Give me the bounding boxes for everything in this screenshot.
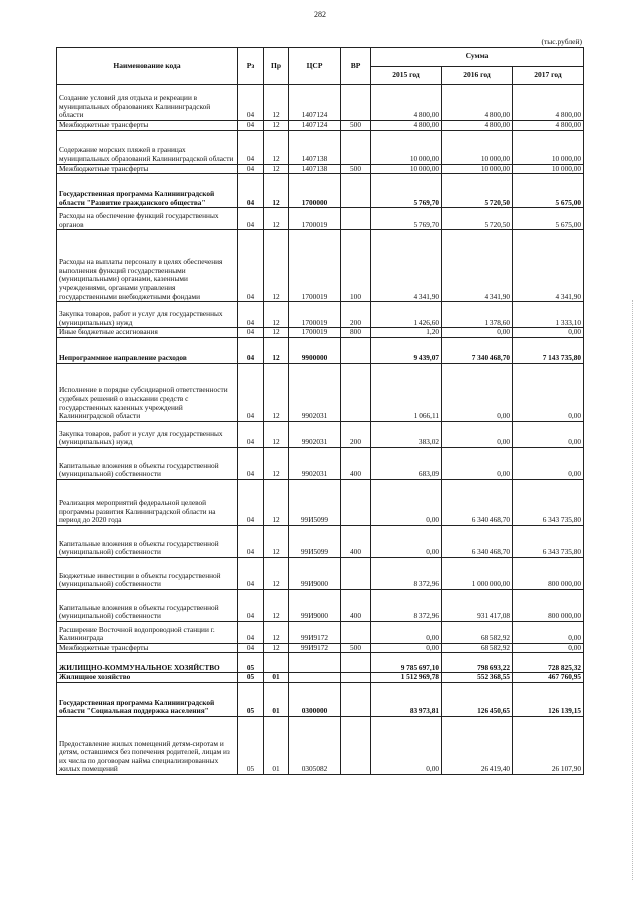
row-rz: 04 [238, 525, 264, 557]
row-2015: 9 785 697,10 [371, 653, 442, 673]
row-rz: 04 [238, 130, 264, 164]
table-row [57, 716, 584, 774]
row-pr: 12 [264, 363, 289, 421]
row-name: Капитальные вложения в объекты государственной (муниципальной) собственности [57, 447, 238, 479]
row-2017: 800 000,00 [513, 557, 584, 589]
row-2015: 383,02 [371, 421, 442, 447]
row-vr [341, 716, 371, 774]
row-2015: 83 973,81 [371, 682, 442, 716]
row-pr: 12 [264, 85, 289, 121]
row-csr: 1407124 [289, 121, 341, 131]
row-name: Исполнение в порядке субсидиарной ответственности судебных решений о взыскании средств с государственных казенных учреждений Калининградской области [57, 363, 238, 421]
row-rz: 04 [238, 557, 264, 589]
row-rz: 04 [238, 230, 264, 302]
row-pr: 12 [264, 230, 289, 302]
row-csr: 1700000 [289, 174, 341, 208]
header-rz: Рз [238, 48, 264, 85]
row-rz: 04 [238, 174, 264, 208]
row-csr: 9900000 [289, 337, 341, 363]
row-rz: 04 [238, 302, 264, 328]
row-2016: 4 800,00 [442, 121, 513, 131]
row-2017: 0,00 [513, 621, 584, 643]
row-name: Капитальные вложения в объекты государственной (муниципальной) собственности [57, 525, 238, 557]
table-row [57, 682, 584, 716]
row-2015: 10 000,00 [371, 130, 442, 164]
row-vr: 200 [341, 302, 371, 328]
row-2015: 8 372,96 [371, 589, 442, 621]
row-csr: 1407138 [289, 130, 341, 164]
table-row [57, 164, 584, 174]
row-rz: 04 [238, 421, 264, 447]
row-pr: 12 [264, 589, 289, 621]
budget-table [56, 47, 584, 775]
row-rz: 04 [238, 121, 264, 131]
row-pr: 12 [264, 130, 289, 164]
row-2016: 798 693,22 [442, 653, 513, 673]
row-vr [341, 479, 371, 525]
table-row [57, 673, 584, 683]
row-pr: 12 [264, 479, 289, 525]
row-2017: 126 139,15 [513, 682, 584, 716]
row-2017: 6 343 735,80 [513, 479, 584, 525]
row-name: Реализация мероприятий федеральной целевой программы развития Калининградской области на период до 2020 года [57, 479, 238, 525]
row-name: Межбюджетные трансферты [57, 121, 238, 131]
row-vr: 400 [341, 589, 371, 621]
row-2017: 0,00 [513, 421, 584, 447]
row-2015: 5 769,70 [371, 174, 442, 208]
row-name: Предоставление жилых помещений детям-сиротам и детям, оставшимся без попечения родителей, лицам из их числа по договорам найма специализированных жилых помещений [57, 716, 238, 774]
row-pr: 12 [264, 525, 289, 557]
page-number: 282 [314, 10, 326, 19]
row-pr: 01 [264, 682, 289, 716]
row-2017: 1 333,10 [513, 302, 584, 328]
row-2016: 0,00 [442, 328, 513, 338]
table-row [57, 363, 584, 421]
table-row [57, 208, 584, 230]
table-row [57, 479, 584, 525]
row-csr: 1407124 [289, 85, 341, 121]
row-2017: 6 343 735,80 [513, 525, 584, 557]
table-row [57, 653, 584, 673]
row-2017: 10 000,00 [513, 130, 584, 164]
row-name: Государственная программа Калининградской области "Социальная поддержка населения" [57, 682, 238, 716]
row-vr: 500 [341, 643, 371, 653]
row-rz: 04 [238, 85, 264, 121]
row-name: Жилищное хозяйство [57, 673, 238, 683]
row-name: Создание условий для отдыха и рекреации в муниципальных образованиях Калининградской области [57, 85, 238, 121]
row-2017: 0,00 [513, 447, 584, 479]
row-vr [341, 682, 371, 716]
row-rz: 05 [238, 716, 264, 774]
row-rz: 05 [238, 682, 264, 716]
row-2017: 800 000,00 [513, 589, 584, 621]
header-csr: ЦСР [289, 48, 341, 85]
row-2015: 1 512 969,78 [371, 673, 442, 683]
row-vr: 400 [341, 525, 371, 557]
row-2015: 5 769,70 [371, 208, 442, 230]
row-pr [264, 653, 289, 673]
units-label: (тыс.рублей) [541, 37, 582, 46]
row-name: Расходы на обеспечение функций государственных органов [57, 208, 238, 230]
row-csr: 1700019 [289, 230, 341, 302]
header-sum: Сумма [371, 48, 584, 67]
row-2015: 683,09 [371, 447, 442, 479]
row-vr: 100 [341, 230, 371, 302]
row-vr [341, 130, 371, 164]
row-vr [341, 621, 371, 643]
table-row [57, 337, 584, 363]
row-csr: 99И5099 [289, 525, 341, 557]
row-vr: 200 [341, 421, 371, 447]
row-rz: 05 [238, 653, 264, 673]
row-2016: 0,00 [442, 363, 513, 421]
row-2016: 1 378,60 [442, 302, 513, 328]
row-csr: 9902031 [289, 447, 341, 479]
row-2015: 4 800,00 [371, 85, 442, 121]
row-pr: 12 [264, 447, 289, 479]
row-2016: 931 417,08 [442, 589, 513, 621]
row-name: Расширение Восточной водопроводной станции г. Калининграда [57, 621, 238, 643]
row-rz: 04 [238, 447, 264, 479]
row-name: Межбюджетные трансферты [57, 164, 238, 174]
row-2017: 0,00 [513, 643, 584, 653]
row-2016: 1 000 000,00 [442, 557, 513, 589]
table-row [57, 621, 584, 643]
row-2015: 0,00 [371, 716, 442, 774]
row-pr: 12 [264, 557, 289, 589]
header-2017: 2017 год [513, 66, 584, 85]
row-2016: 6 340 468,70 [442, 525, 513, 557]
row-name: Иные бюджетные ассигнования [57, 328, 238, 338]
row-name: Межбюджетные трансферты [57, 643, 238, 653]
row-2016: 552 368,55 [442, 673, 513, 683]
row-csr: 99И9172 [289, 643, 341, 653]
row-vr [341, 557, 371, 589]
row-2015: 1 426,60 [371, 302, 442, 328]
row-2016: 68 582,92 [442, 621, 513, 643]
row-2016: 26 419,40 [442, 716, 513, 774]
row-csr: 1700019 [289, 328, 341, 338]
row-2016: 5 720,50 [442, 208, 513, 230]
row-name: ЖИЛИЩНО-КОММУНАЛЬНОЕ ХОЗЯЙСТВО [57, 653, 238, 673]
row-pr: 12 [264, 121, 289, 131]
row-2015: 0,00 [371, 643, 442, 653]
row-2015: 4 800,00 [371, 121, 442, 131]
table-body [57, 85, 584, 775]
row-2016: 6 340 468,70 [442, 479, 513, 525]
row-2017: 4 800,00 [513, 121, 584, 131]
row-rz: 04 [238, 328, 264, 338]
row-vr [341, 363, 371, 421]
row-vr [341, 208, 371, 230]
row-2016: 5 720,50 [442, 174, 513, 208]
row-csr [289, 673, 341, 683]
row-name: Содержание морских пляжей в границах муниципальных образований Калининградской области [57, 130, 238, 164]
row-2017: 10 000,00 [513, 164, 584, 174]
row-pr: 12 [264, 164, 289, 174]
row-vr: 400 [341, 447, 371, 479]
row-name: Бюджетные инвестиции в объекты государственной (муниципальной) собственности [57, 557, 238, 589]
row-rz: 04 [238, 621, 264, 643]
row-2017: 0,00 [513, 328, 584, 338]
table-row [57, 643, 584, 653]
header-name: Наименование кода [57, 48, 238, 85]
row-rz: 04 [238, 208, 264, 230]
row-rz: 04 [238, 589, 264, 621]
row-2015: 10 000,00 [371, 164, 442, 174]
table-row [57, 328, 584, 338]
table-row [57, 174, 584, 208]
row-vr: 500 [341, 164, 371, 174]
row-csr: 99И5099 [289, 479, 341, 525]
row-csr: 99И9000 [289, 557, 341, 589]
row-2017: 0,00 [513, 363, 584, 421]
row-pr: 12 [264, 302, 289, 328]
row-2017: 5 675,00 [513, 174, 584, 208]
row-rz: 04 [238, 164, 264, 174]
row-rz: 04 [238, 337, 264, 363]
row-pr: 01 [264, 673, 289, 683]
row-rz: 05 [238, 673, 264, 683]
table-row [57, 557, 584, 589]
row-2016: 4 800,00 [442, 85, 513, 121]
row-vr [341, 653, 371, 673]
row-csr: 0305082 [289, 716, 341, 774]
row-2016: 10 000,00 [442, 164, 513, 174]
row-2017: 4 800,00 [513, 85, 584, 121]
row-2015: 0,00 [371, 479, 442, 525]
table-row [57, 421, 584, 447]
row-vr [341, 85, 371, 121]
row-csr: 99И9172 [289, 621, 341, 643]
table-row [57, 85, 584, 121]
row-name: Закупка товаров, работ и услуг для государственных (муниципальных) нужд [57, 421, 238, 447]
row-pr: 12 [264, 621, 289, 643]
row-csr: 9902031 [289, 421, 341, 447]
row-2015: 8 372,96 [371, 557, 442, 589]
margin-line [632, 300, 634, 880]
row-pr: 12 [264, 174, 289, 208]
row-rz: 04 [238, 479, 264, 525]
row-pr: 01 [264, 716, 289, 774]
row-csr: 1700019 [289, 302, 341, 328]
row-vr: 500 [341, 121, 371, 131]
table-row [57, 302, 584, 328]
row-vr [341, 337, 371, 363]
row-pr: 12 [264, 643, 289, 653]
row-2016: 7 340 468,70 [442, 337, 513, 363]
header-2016: 2016 год [442, 66, 513, 85]
row-2016: 126 450,65 [442, 682, 513, 716]
table-row [57, 447, 584, 479]
row-2016: 10 000,00 [442, 130, 513, 164]
row-2017: 7 143 735,80 [513, 337, 584, 363]
row-csr [289, 653, 341, 673]
row-2015: 0,00 [371, 621, 442, 643]
row-csr: 1700019 [289, 208, 341, 230]
row-2016: 0,00 [442, 421, 513, 447]
row-2015: 0,00 [371, 525, 442, 557]
header-pr: Пр [264, 48, 289, 85]
row-2016: 0,00 [442, 447, 513, 479]
row-pr: 12 [264, 421, 289, 447]
row-name: Государственная программа Калининградской области "Развитие гражданского общества" [57, 174, 238, 208]
header-2015: 2015 год [371, 66, 442, 85]
row-pr: 12 [264, 337, 289, 363]
row-name: Закупка товаров, работ и услуг для государственных (муниципальных) нужд [57, 302, 238, 328]
row-csr: 99И9000 [289, 589, 341, 621]
table-row [57, 130, 584, 164]
row-pr: 12 [264, 208, 289, 230]
row-2017: 26 107,90 [513, 716, 584, 774]
row-2017: 467 760,95 [513, 673, 584, 683]
row-2017: 728 825,32 [513, 653, 584, 673]
header-vr: ВР [341, 48, 371, 85]
table-row [57, 121, 584, 131]
row-pr: 12 [264, 328, 289, 338]
table-row [57, 230, 584, 302]
row-2015: 4 341,90 [371, 230, 442, 302]
row-csr: 0300000 [289, 682, 341, 716]
row-rz: 04 [238, 643, 264, 653]
row-2015: 1 066,11 [371, 363, 442, 421]
row-name: Непрограммное направление расходов [57, 337, 238, 363]
row-name: Расходы на выплаты персоналу в целях обеспечения выполнения функций государственными (муниципальными) органами, казенными учреждениями, органами управления государственными внебюджетными фондами [57, 230, 238, 302]
row-rz: 04 [238, 363, 264, 421]
row-2016: 68 582,92 [442, 643, 513, 653]
table-row [57, 525, 584, 557]
row-name: Капитальные вложения в объекты государственной (муниципальной) собственности [57, 589, 238, 621]
row-vr [341, 174, 371, 208]
row-vr: 800 [341, 328, 371, 338]
row-2017: 4 341,90 [513, 230, 584, 302]
table-header [57, 48, 584, 85]
row-2017: 5 675,00 [513, 208, 584, 230]
row-csr: 9902031 [289, 363, 341, 421]
row-2015: 9 439,07 [371, 337, 442, 363]
table-row [57, 589, 584, 621]
row-2016: 4 341,90 [442, 230, 513, 302]
row-2015: 1,20 [371, 328, 442, 338]
row-vr [341, 673, 371, 683]
row-csr: 1407138 [289, 164, 341, 174]
